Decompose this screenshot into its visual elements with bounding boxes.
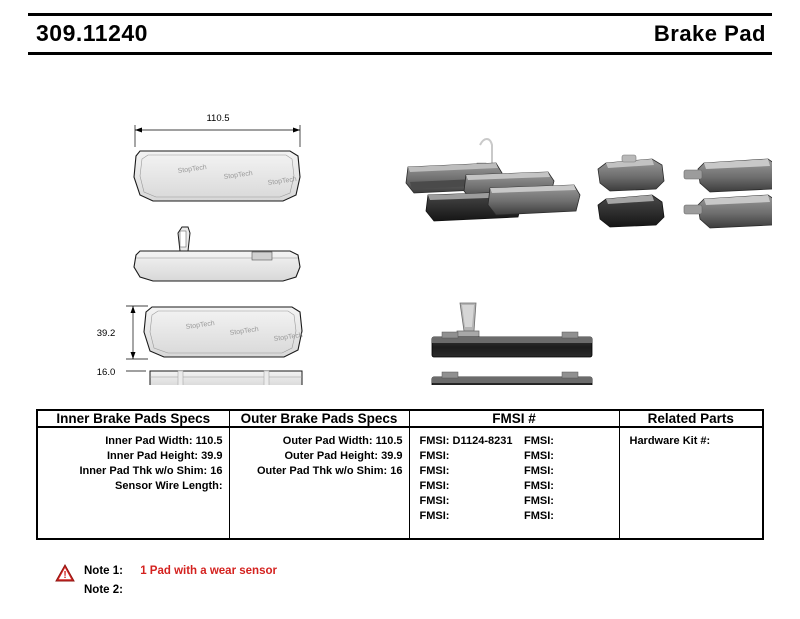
outer-pad-height-row	[238, 449, 403, 464]
column-header-inner-specs: Inner Brake Pads Specs	[37, 410, 229, 427]
outer-pad-height-value: 39.9	[381, 450, 403, 462]
note-2-label: Note 2:	[84, 584, 123, 596]
inner-pad-height-row	[46, 449, 223, 464]
table-body-row	[37, 427, 763, 539]
note-1-text: 1 Pad with a wear sensor	[140, 565, 277, 577]
fmsi-label: FMSI:	[524, 450, 554, 462]
dimension-width-label: 110.5	[206, 113, 230, 124]
svg-text:StopTech: StopTech	[185, 319, 216, 331]
fmsi-label: FMSI:	[524, 495, 554, 507]
column-header-related-parts: Related Parts	[619, 410, 763, 427]
document-type-title: Brake Pad	[653, 21, 766, 46]
fmsi-label: FMSI:	[524, 480, 554, 492]
outer-pad-width-value: 110.5	[375, 435, 403, 447]
fmsi-value: D1124-8231	[452, 435, 513, 447]
inner-pad-thickness-value: 16	[210, 465, 223, 477]
fmsi-label: FMSI:	[419, 435, 450, 447]
width-dimension-line	[135, 125, 300, 147]
sensor-wire-length-label: Sensor Wire Length:	[115, 480, 223, 492]
svg-text:StopTech: StopTech	[223, 169, 254, 181]
product-photo-side-view	[432, 303, 592, 385]
pad-front-view-bottom	[144, 307, 303, 357]
specifications-table	[36, 409, 764, 540]
product-photo-front-set	[598, 155, 772, 228]
note-1-label: Note 1:	[84, 565, 123, 577]
svg-text:StopTech: StopTech	[229, 325, 260, 337]
drawings-svg	[28, 55, 772, 385]
table-header-row	[37, 410, 763, 427]
fmsi-label: FMSI:	[419, 510, 450, 522]
note-1-line	[84, 562, 277, 581]
fmsi-label: FMSI:	[419, 480, 450, 492]
sensor-wire-length-row	[46, 479, 223, 494]
thickness-dimension-line	[126, 371, 146, 385]
svg-text:StopTech: StopTech	[267, 175, 298, 187]
fmsi-row	[410, 449, 619, 464]
fmsi-label: FMSI:	[524, 465, 554, 477]
fmsi-row	[410, 509, 619, 524]
notes-section	[84, 562, 277, 600]
fmsi-row	[410, 494, 619, 509]
page-header	[28, 13, 772, 55]
outer-pad-thickness-value: 16	[390, 465, 403, 477]
hardware-kit-row	[630, 434, 753, 449]
dimension-thickness-label: 16.0	[96, 367, 116, 378]
fmsi-row	[410, 434, 619, 449]
column-header-fmsi: FMSI #	[409, 410, 619, 427]
outer-pad-width-row	[238, 434, 403, 449]
fmsi-row	[410, 464, 619, 479]
fmsi-label: FMSI:	[419, 495, 450, 507]
inner-pad-thickness-row	[46, 464, 223, 479]
outer-pad-height-label: Outer Pad Height:	[284, 450, 379, 462]
inner-pad-width-label: Inner Pad Width:	[105, 435, 193, 447]
pad-edge-view	[150, 371, 302, 385]
fmsi-label: FMSI:	[419, 450, 450, 462]
fmsi-cell	[409, 427, 619, 539]
column-header-outer-specs: Outer Brake Pads Specs	[229, 410, 409, 427]
pad-front-view-top	[134, 151, 300, 201]
pad-side-view-with-sensor	[134, 227, 300, 281]
dimension-height-label: 39.2	[96, 328, 116, 339]
svg-text:StopTech: StopTech	[177, 163, 208, 175]
warning-triangle-icon	[55, 564, 75, 582]
svg-text:StopTech: StopTech	[273, 331, 304, 343]
fmsi-row	[410, 479, 619, 494]
fmsi-label: FMSI:	[524, 435, 554, 447]
svg-text:!: !	[63, 570, 67, 581]
inner-pad-height-label: Inner Pad Height:	[106, 450, 199, 462]
product-photo-rear-set	[406, 139, 580, 221]
inner-pad-height-value: 39.9	[201, 450, 223, 462]
inner-pad-thickness-label: Inner Pad Thk w/o Shim:	[79, 465, 208, 477]
datasheet-page	[28, 13, 772, 605]
inner-specs-cell	[37, 427, 229, 539]
fmsi-label: FMSI:	[419, 465, 450, 477]
inner-pad-width-value: 110.5	[195, 435, 223, 447]
fmsi-label: FMSI:	[524, 510, 554, 522]
outer-pad-thickness-row	[238, 464, 403, 479]
outer-pad-width-label: Outer Pad Width:	[282, 435, 373, 447]
note-2-line	[84, 581, 277, 600]
related-parts-cell	[619, 427, 763, 539]
hardware-kit-label: Hardware Kit #:	[629, 435, 711, 447]
inner-pad-width-row	[46, 434, 223, 449]
technical-drawings	[28, 55, 772, 385]
part-number: 309.11240	[36, 20, 148, 46]
outer-specs-cell	[229, 427, 409, 539]
outer-pad-thickness-label: Outer Pad Thk w/o Shim:	[257, 465, 388, 477]
